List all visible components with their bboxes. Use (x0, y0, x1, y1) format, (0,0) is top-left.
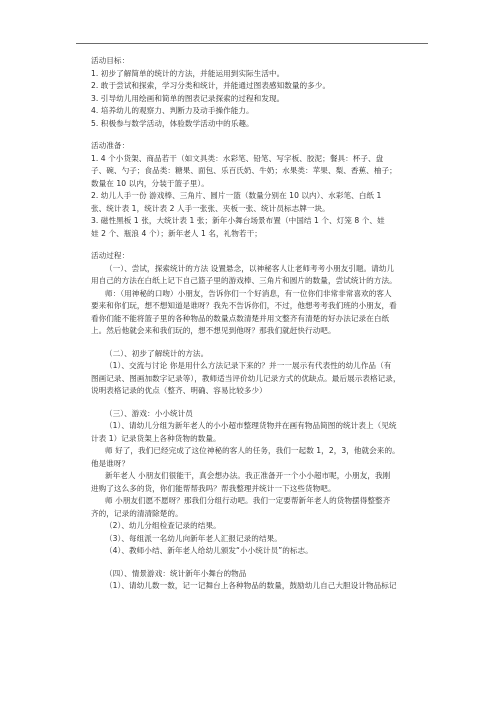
process-heading: 活动过程： (91, 251, 130, 260)
part3-line-7: 师 小朋友们愿不愿呀？那我们分组行动吧。我们一定要帮新年老人的货物摆得整整齐 (105, 496, 391, 505)
goal-item-2: 2. 敢于尝试和探索，学习分类和统计，并能通过图表感知数量的多少。 (91, 81, 331, 90)
prep-heading: 活动准备： (91, 141, 130, 150)
part3-line-10: （3）、每组派一名幼儿向新年老人汇报记录的结果。 (105, 533, 282, 543)
header-rule (76, 43, 428, 44)
part1-line-3: 师：（用神秘的口吻）小朋友，告诉你们一个好消息，有一位你们非常非常喜欢的客人 (105, 288, 392, 298)
part3-line-2: 计表 1）记录货架上各种货物的数量。 (91, 433, 221, 443)
part3-line-1: （1）、请幼儿分组为新年老人的小小超市整理货物并在画有物品简图的统计表上（见统 (105, 421, 397, 430)
part3-line-3: 师 好了，我们已经完成了这位神秘的客人的任务，我们一起数 1，2，3，他就会来的。 (105, 446, 400, 455)
part3-line-11: （4）、教师小结、新年老人给幼儿颁发“小小统计员”的标志。 (105, 546, 313, 555)
prep-line-1: 1. 4 个小货架、商品若干（如文具类：水彩笔、铅笔、写字板、胶泥；餐具：杯子、盘 (91, 153, 384, 163)
part4-line-1: （1）、请幼儿数一数，记一记舞台上各种物品的数量，鼓励幼儿自己大胆设计物品标记 (105, 581, 397, 590)
prep-line-7: 娃 2 个、瓶浪 4 个）；新年老人 1 名，礼物若干； (91, 228, 262, 238)
part3-line-5: 新年老人 小朋友们很能干，真会想办法。我正准备开一个小小超市呢，小朋友，我刚 (105, 471, 391, 480)
part2-heading: （二）、初步了解统计的方法。 (105, 348, 209, 358)
part3-line-8: 齐的，记录的清清除楚的。 (91, 508, 183, 518)
document-body (91, 55, 417, 593)
prep-line-5: 张、统计表 1，统计表 2 人手一张张、夹板一张、统计员标志牌一块。 (91, 203, 330, 213)
part1-line-2: 用自己的方法在白纸上记下自己篮子里的游戏棒、三角片和圆片的数量，尝试统计的方法。 (91, 276, 397, 285)
part3-line-9: （2）、幼儿分组检查记录的结果。 (105, 521, 221, 530)
part3-line-6: 进购了这么多的货，你们能帮帮我吗？帮我整理并统计一下这些货物吧。 (91, 483, 336, 493)
part1-line-4: 要来和你们玩，想不想知道是谁呀？我先不告诉你们，不过，他想考考我们班的小朋友，看 (91, 301, 397, 310)
prep-line-3: 数量在 10 以内，分装于篮子里）。 (91, 178, 209, 188)
part3-heading: （三）、游戏：小小统计员 (105, 408, 193, 418)
part4-heading: （四）、情景游戏：统计新年小舞台的物品 (105, 568, 247, 578)
goals-heading: 活动目标： (91, 56, 130, 65)
goal-item-1: 1. 初步了解简单的统计的方法，并能运用到实际生活中。 (91, 68, 285, 78)
goal-item-5: 5. 积极参与数学活动，体验数学活动中的乐趣。 (91, 118, 254, 128)
part1-line-6: 上。然后他就会来和我们玩的，想不想见到他呀？那我们就赶快行动吧。 (91, 326, 336, 335)
goal-item-4: 4. 培养幼儿的观察力、判断力及动手操作能力。 (91, 106, 254, 115)
part2-line-1: （1）、交流与讨论 你是用什么方法记录下来的？并一一展示有代表性的幼儿作品（有 (105, 361, 392, 370)
prep-line-2: 子、碗、勺子；食品类：糖果、面包、乐百氏奶、牛奶；水果类：苹果、梨、香蕉、柚子； (91, 166, 397, 175)
part3-line-4: 他是谁呀？ (91, 458, 130, 468)
part2-line-2: 图画记录、图画加数字记录等），教师适当评价幼儿记录方式的优缺点。最后展示表格记录， (91, 373, 401, 383)
prep-line-4: 2. 幼儿人手一份 游戏棒、三角片、圆片一篮（数量分别在 10 以内）、水彩笔、白纸 1 (91, 191, 382, 200)
part2-line-3: 说明表格记录的优点（整齐、明确、容易比较多少） (91, 386, 267, 395)
part1-line-5: 看你们能不能将篮子里的各种物品的数量点数清楚并用文整齐有清楚的好办法记录在白纸 (91, 313, 390, 323)
prep-line-6: 3. 磁性黑板 1 张，大统计表 1 张；新年小舞台场景布置（中国结 1 个、灯笼 8 个、娃 (91, 216, 385, 225)
goal-item-3: 3. 引导幼儿用绘画和简单的图表记录探索的过程和发现。 (91, 93, 285, 103)
part1-line-1: （一）、尝试，探索统计的方法 设置悬念，以神秘客人让老师考考小朋友引题。请幼儿 (105, 263, 395, 273)
